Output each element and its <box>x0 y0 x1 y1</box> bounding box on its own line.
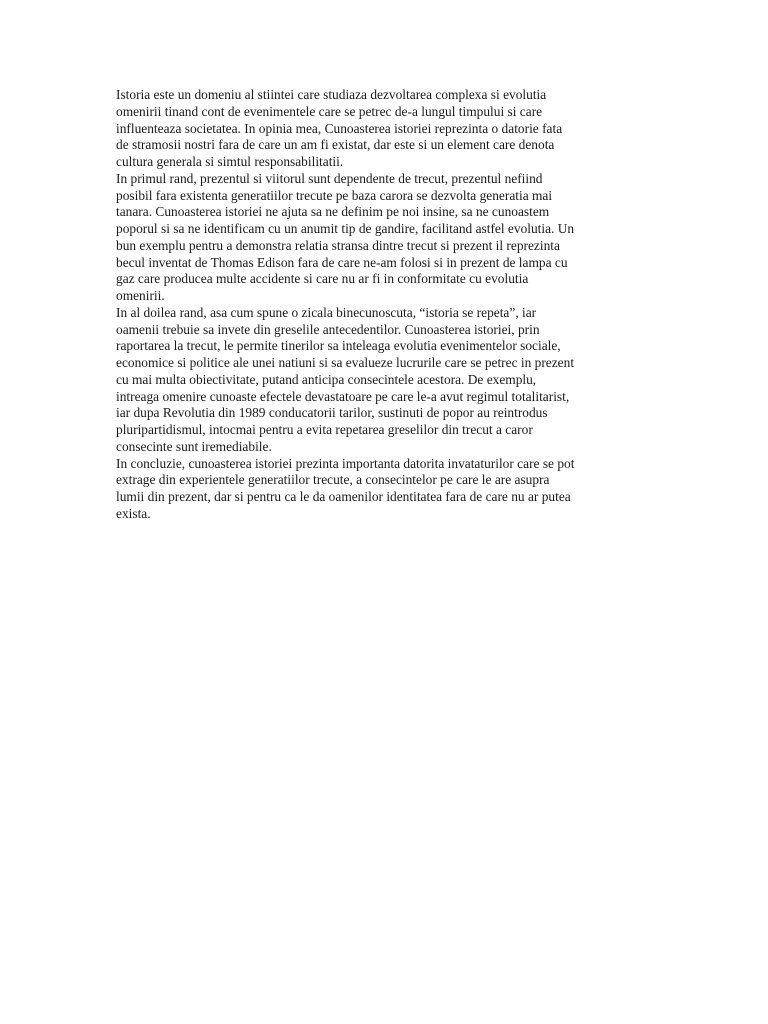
text-line: In al doilea rand, asa cum spune o zicala binecunoscuta, “istoria se repeta”, iar <box>116 304 537 320</box>
text-line: cu mai multa obiectivitate, putand anticipa consecintele acestora. De exemplu, <box>116 371 537 387</box>
text-line: consecinte sunt iremediabile. <box>116 438 272 454</box>
text-line: oamenii trebuie sa invete din greselile antecedentilor. Cunoasterea istoriei, prin <box>116 321 540 337</box>
text-line: cultura generala si simtul responsabilitatii. <box>116 154 344 169</box>
text-line: omenirii tinand cont de evenimentele care se petrec de-a lungul timpului si care <box>116 103 543 119</box>
text-line: omenirii. <box>116 288 165 303</box>
text-line: iar dupa Revolutia din 1989 conducatorii tarilor, sustinuti de popor au reintrodus <box>116 405 548 421</box>
text-line: In concluzie, cunoasterea istoriei prezinta importanta datorita invataturilor care se pot <box>116 455 575 471</box>
text-line: raportarea la trecut, le permite tinerilor sa inteleaga evolutia evenimentelor sociale, <box>116 338 561 354</box>
text-line: exista. <box>116 505 151 521</box>
text-line: extrage din experientele generatiilor trecute, a consecintelor pe care le are asupra <box>116 472 550 488</box>
text-line: Istoria este un domeniu al stiintei care studiaza dezvoltarea complexa si evolutia <box>116 87 547 102</box>
text-line: In primul rand, prezentul si viitorul sunt dependente de trecut, prezentul nefiind <box>116 170 543 186</box>
text-line: gaz care producea multe accidente si care nu ar fi in conformitate cu evolutia <box>116 271 529 287</box>
essay-text <box>116 87 656 523</box>
text-line: bun exemplu pentru a demonstra relatia stransa dintre trecut si prezent il reprezinta <box>116 237 560 253</box>
text-line: economice si politice ale unei natiuni si sa evalueze lucrurile care se petrec in prezent <box>116 355 575 370</box>
text-line: influenteaza societatea. In opinia mea, Cunoasterea istoriei reprezinta o datorie fata <box>116 120 563 136</box>
text-line: lumii din prezent, dar si pentru ca le da oamenilor identitatea fara de care nu ar putea <box>116 489 571 504</box>
text-line: becul inventat de Thomas Edison fara de care ne-am folosi si in prezent de lampa cu <box>116 254 568 270</box>
text-line: poporul si sa ne identificam cu un anumit tip de gandire, facilitand astfel evolutia. Un <box>116 221 575 236</box>
text-line: tanara. Cunoasterea istoriei ne ajuta sa ne definim pe noi insine, sa ne cunoastem <box>116 204 550 220</box>
text-line: de stramosii nostri fara de care un am fi existat, dar este si un element care denota <box>116 137 555 153</box>
text-line: pluripartidismul, intocmai pentru a evita repetarea greselilor din trecut a caror <box>116 422 533 437</box>
text-line: intreaga omenire cunoaste efectele devastatoare pe care le-a avut regimul totalitarist, <box>116 388 570 404</box>
text-line: posibil fara existenta generatiilor trecute pe baza carora se dezvolta generatia mai <box>116 187 553 203</box>
